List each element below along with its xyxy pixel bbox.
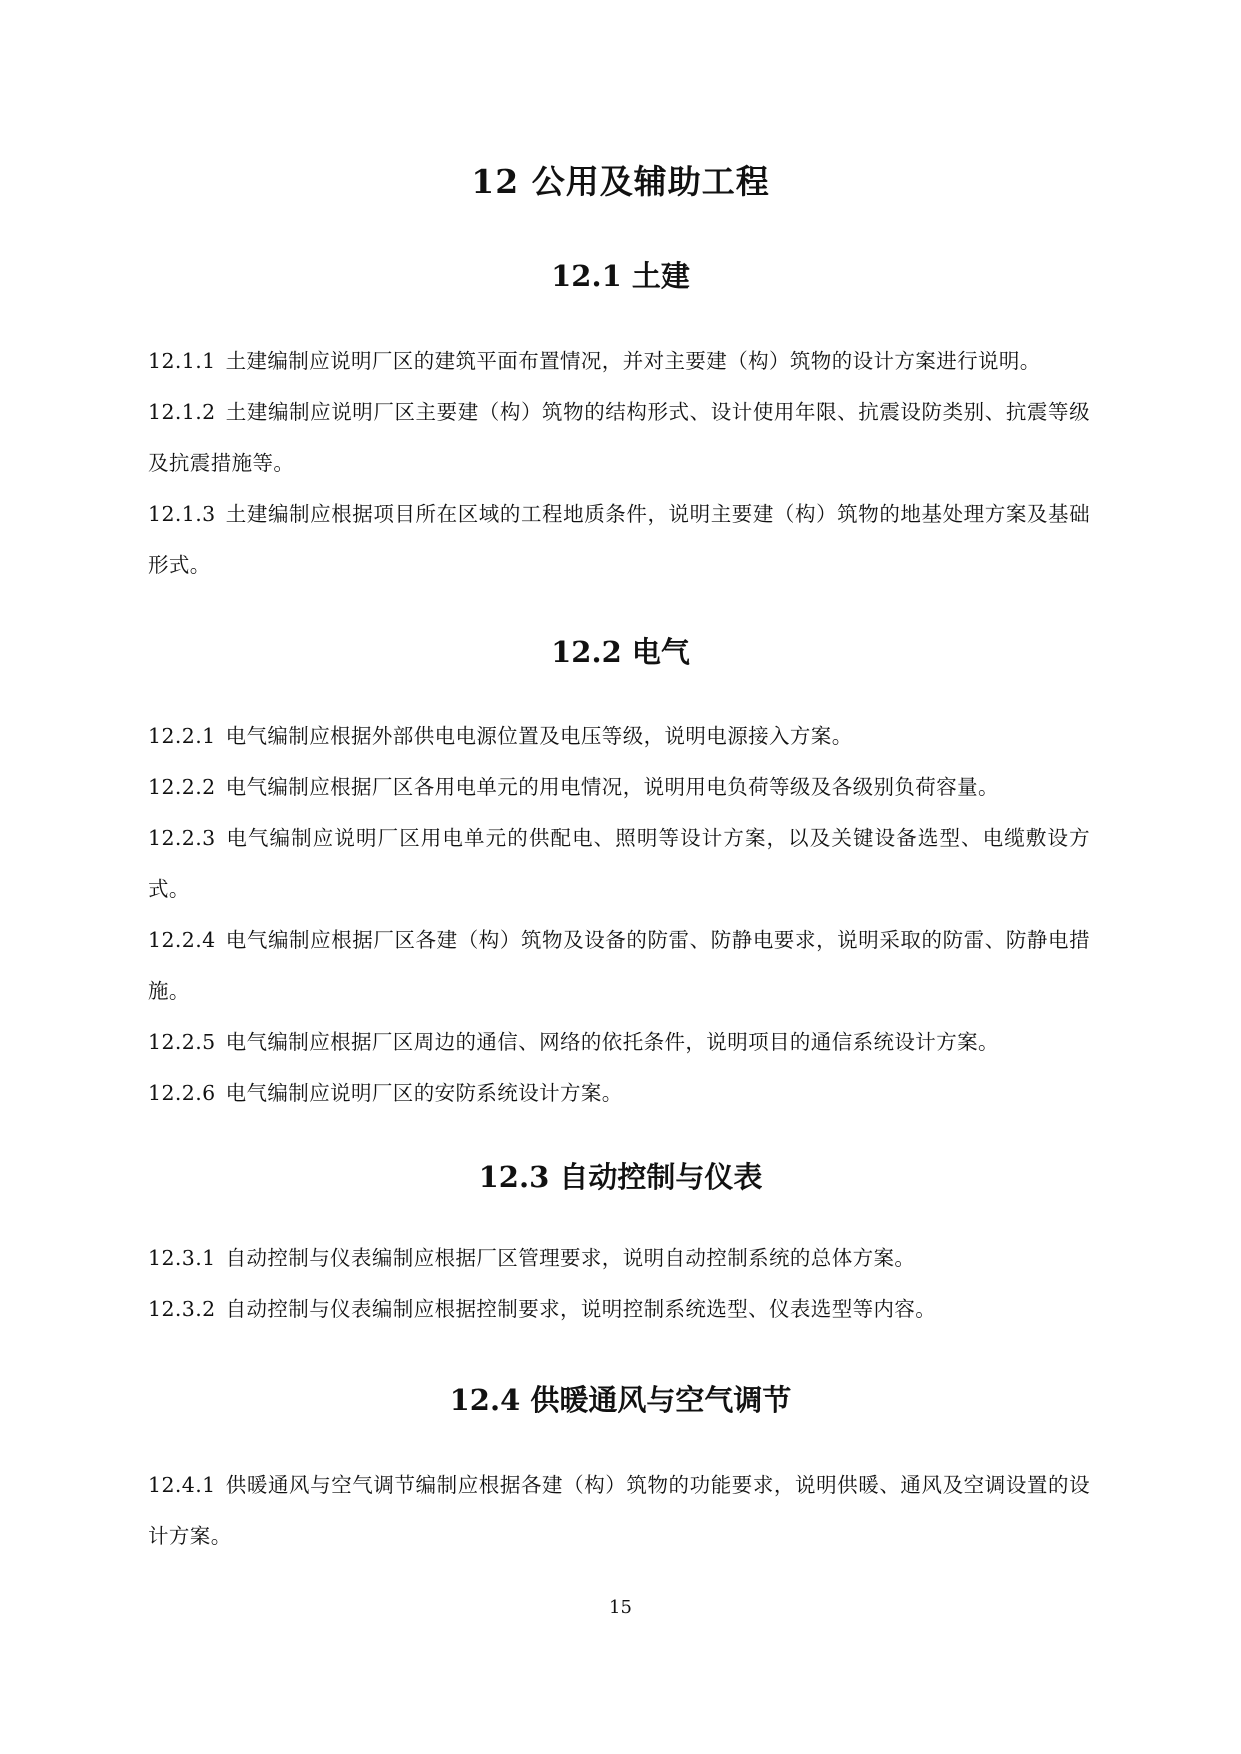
clause-text: 电气编制应说明厂区用电单元的供配电、照明等设计方案，以及关键设备选型、电缆敷设方式。 xyxy=(148,826,1090,901)
clause-number: 12.1.2 xyxy=(148,400,216,424)
clause-number: 12.2.5 xyxy=(148,1030,216,1054)
clause-number: 12.3.1 xyxy=(148,1246,216,1270)
section-title-12-1: 12.1 土建 xyxy=(551,259,690,293)
clause-12-2-3 xyxy=(148,813,1090,915)
section-title-12-4: 12.4 供暖通风与空气调节 xyxy=(449,1383,792,1417)
clause-12-1-2 xyxy=(148,387,1090,489)
clause-number: 12.2.1 xyxy=(148,724,216,748)
clause-number: 12.2.6 xyxy=(148,1081,216,1105)
clause-12-3-2 xyxy=(148,1284,1090,1335)
clause-number: 12.3.2 xyxy=(148,1297,216,1321)
clause-12-4-1 xyxy=(148,1460,1090,1562)
clause-text: 土建编制应说明厂区的建筑平面布置情况，并对主要建（构）筑物的设计方案进行说明。 xyxy=(225,349,1041,373)
clause-12-3-1 xyxy=(148,1233,1090,1284)
clause-number: 12.2.2 xyxy=(148,775,216,799)
clause-number: 12.2.3 xyxy=(148,826,216,850)
clause-12-2-4 xyxy=(148,915,1090,1017)
clause-text: 自动控制与仪表编制应根据厂区管理要求，说明自动控制系统的总体方案。 xyxy=(225,1246,916,1270)
clause-text: 电气编制应说明厂区的安防系统设计方案。 xyxy=(225,1081,623,1105)
clause-12-2-5 xyxy=(148,1017,1090,1068)
clause-12-1-1 xyxy=(148,336,1090,387)
section-title-12-2: 12.2 电气 xyxy=(551,635,690,669)
section-title-12-3: 12.3 自动控制与仪表 xyxy=(478,1160,763,1194)
clause-text: 电气编制应根据厂区各用电单元的用电情况，说明用电负荷等级及各级别负荷容量。 xyxy=(225,775,999,799)
clause-text: 自动控制与仪表编制应根据控制要求，说明控制系统选型、仪表选型等内容。 xyxy=(225,1297,937,1321)
clause-12-2-1 xyxy=(148,711,1090,762)
clause-12-2-2 xyxy=(148,762,1090,813)
clause-text: 土建编制应说明厂区主要建（构）筑物的结构形式、设计使用年限、抗震设防类别、抗震等级及抗震措施等。 xyxy=(148,400,1090,475)
clause-12-1-3 xyxy=(148,489,1090,591)
clause-text: 供暖通风与空气调节编制应根据各建（构）筑物的功能要求，说明供暖、通风及空调设置的设计方案。 xyxy=(148,1473,1090,1548)
chapter-title: 12 公用及辅助工程 xyxy=(471,162,770,201)
clause-number: 12.1.1 xyxy=(148,349,216,373)
clause-number: 12.4.1 xyxy=(148,1473,216,1497)
clause-text: 电气编制应根据厂区各建（构）筑物及设备的防雷、防静电要求，说明采取的防雷、防静电措施。 xyxy=(148,928,1090,1003)
clause-text: 土建编制应根据项目所在区域的工程地质条件，说明主要建（构）筑物的地基处理方案及基础形式。 xyxy=(148,502,1090,577)
clause-12-2-6 xyxy=(148,1068,1090,1119)
clause-text: 电气编制应根据厂区周边的通信、网络的依托条件，说明项目的通信系统设计方案。 xyxy=(225,1030,999,1054)
clause-number: 12.1.3 xyxy=(148,502,216,526)
clause-text: 电气编制应根据外部供电电源位置及电压等级，说明电源接入方案。 xyxy=(225,724,853,748)
page-number: 15 xyxy=(609,1597,632,1618)
clause-number: 12.2.4 xyxy=(148,928,216,952)
